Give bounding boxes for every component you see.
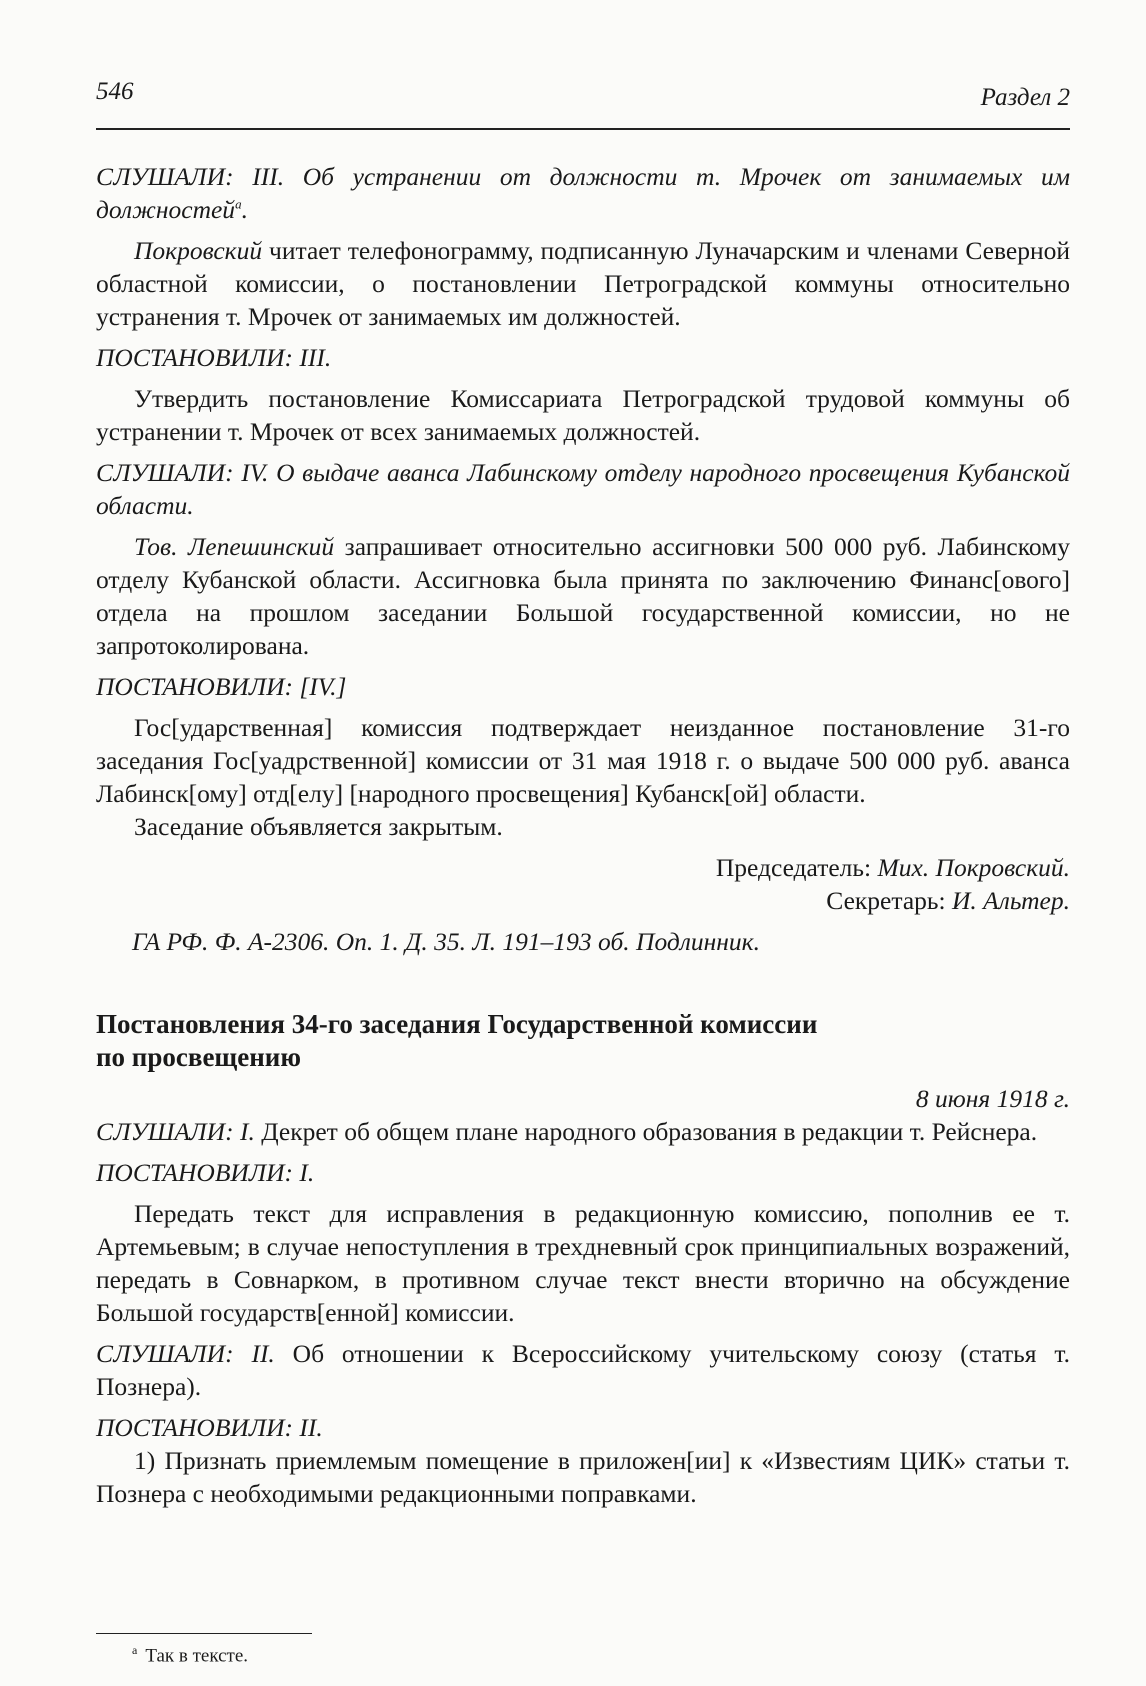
archive-reference: ГА РФ. Ф. А-2306. Оп. 1. Д. 35. Л. 191–193 об. Подлинник. (132, 927, 760, 956)
item1-heading: СЛУШАЛИ: I. Декрет об общем плане народного образования в редакции т. Рейснера. (96, 1117, 1038, 1146)
item4-resolution: Гос[ударственная] комиссия подтверждает неизданное постановление 31-го заседания Гос[уадрственной] комиссии от 31 мая 1918 г. о выдаче 500 000 руб. аванса Лабинск[ому] отд[елу] [народного просвещения] Кубанск[ой] области. (96, 713, 1070, 808)
item3-resolved-label: ПОСТАНОВИЛИ: III. (96, 343, 332, 372)
footnote-text: Так в тексте. (145, 1645, 249, 1667)
item3-heading: СЛУШАЛИ: III. Об устранении от должности т. Мрочек от занимаемых им должностей$^а$. (96, 162, 1070, 224)
item4-heading: СЛУШАЛИ: IV. О выдаче аванса Лабинскому отделу народного просвещения Кубанской области. (96, 458, 1070, 520)
document-date: 8 июня 1918 г. (915, 1084, 1070, 1113)
footnote-reference: а (235, 196, 242, 212)
secretary-signature: Секретарь: И. Альтер. (826, 886, 1070, 915)
item3-resolution: Утвердить постановление Комиссариата Петроградской трудовой коммуны об устранении т. Мрочек от всех занимаемых должностей. (96, 384, 1070, 446)
footnote (132, 1643, 248, 1667)
page-number: 546 (96, 78, 134, 105)
item1-resolution: Передать текст для исправления в редакционную комиссию, пополнив ее т. Артемьевым; в случае непоступления в трехдневный срок принципиальных возражений, передать в Совнарком, в противном случае текст внести вторично на обсуждение Большой государств[енной] комиссии. (96, 1199, 1070, 1327)
item4-report: Тов. Лепешинский запрашивает относительно ассигновки 500 000 руб. Лабинскому отделу Кубанской области. Ассигновка была принята по заключению Финанс[ового] отдела на прошлом заседании Большой государственной комиссии, но не запротоколирована. (96, 532, 1070, 660)
item4-resolved-label: ПОСТАНОВИЛИ: [IV.] (96, 672, 347, 701)
footnote-rule (96, 1633, 312, 1634)
speaker: Покровский (134, 236, 263, 265)
chair-signature: Председатель: Мих. Покровский. (715, 853, 1070, 882)
footnote-mark: а (132, 1643, 138, 1657)
speaker: Тов. Лепешинский (134, 532, 335, 561)
item2-resolved-label: ПОСТАНОВИЛИ: II. (96, 1413, 323, 1442)
page-body (96, 160, 1070, 1510)
item2-heading: СЛУШАЛИ: II. Об отношении к Всероссийскому учительскому союзу (статья т. Познера). (96, 1339, 1070, 1401)
item3-report: Покровский читает телефонограмму, подписанную Луначарским и членами Северной областной комиссии, о постановлении Петроградской коммуны относительно устранения т. Мрочек от занимаемых им должностей. (96, 236, 1070, 331)
item2-resolution: 1) Признать приемлемым помещение в приложен[ии] к «Известиям ЦИК» статьи т. Познера с необходимыми редакционными поправками. (96, 1446, 1070, 1508)
closing-note: Заседание объявляется закрытым. (134, 812, 503, 841)
book-page (96, 0, 1070, 1686)
running-head (96, 78, 1070, 118)
section-title: Раздел 2 (980, 84, 1070, 111)
item1-resolved-label: ПОСТАНОВИЛИ: I. (96, 1158, 315, 1187)
document-title: Постановления 34-го заседания Государственной комиссии по просвещению (96, 1009, 818, 1072)
header-rule (96, 128, 1070, 130)
